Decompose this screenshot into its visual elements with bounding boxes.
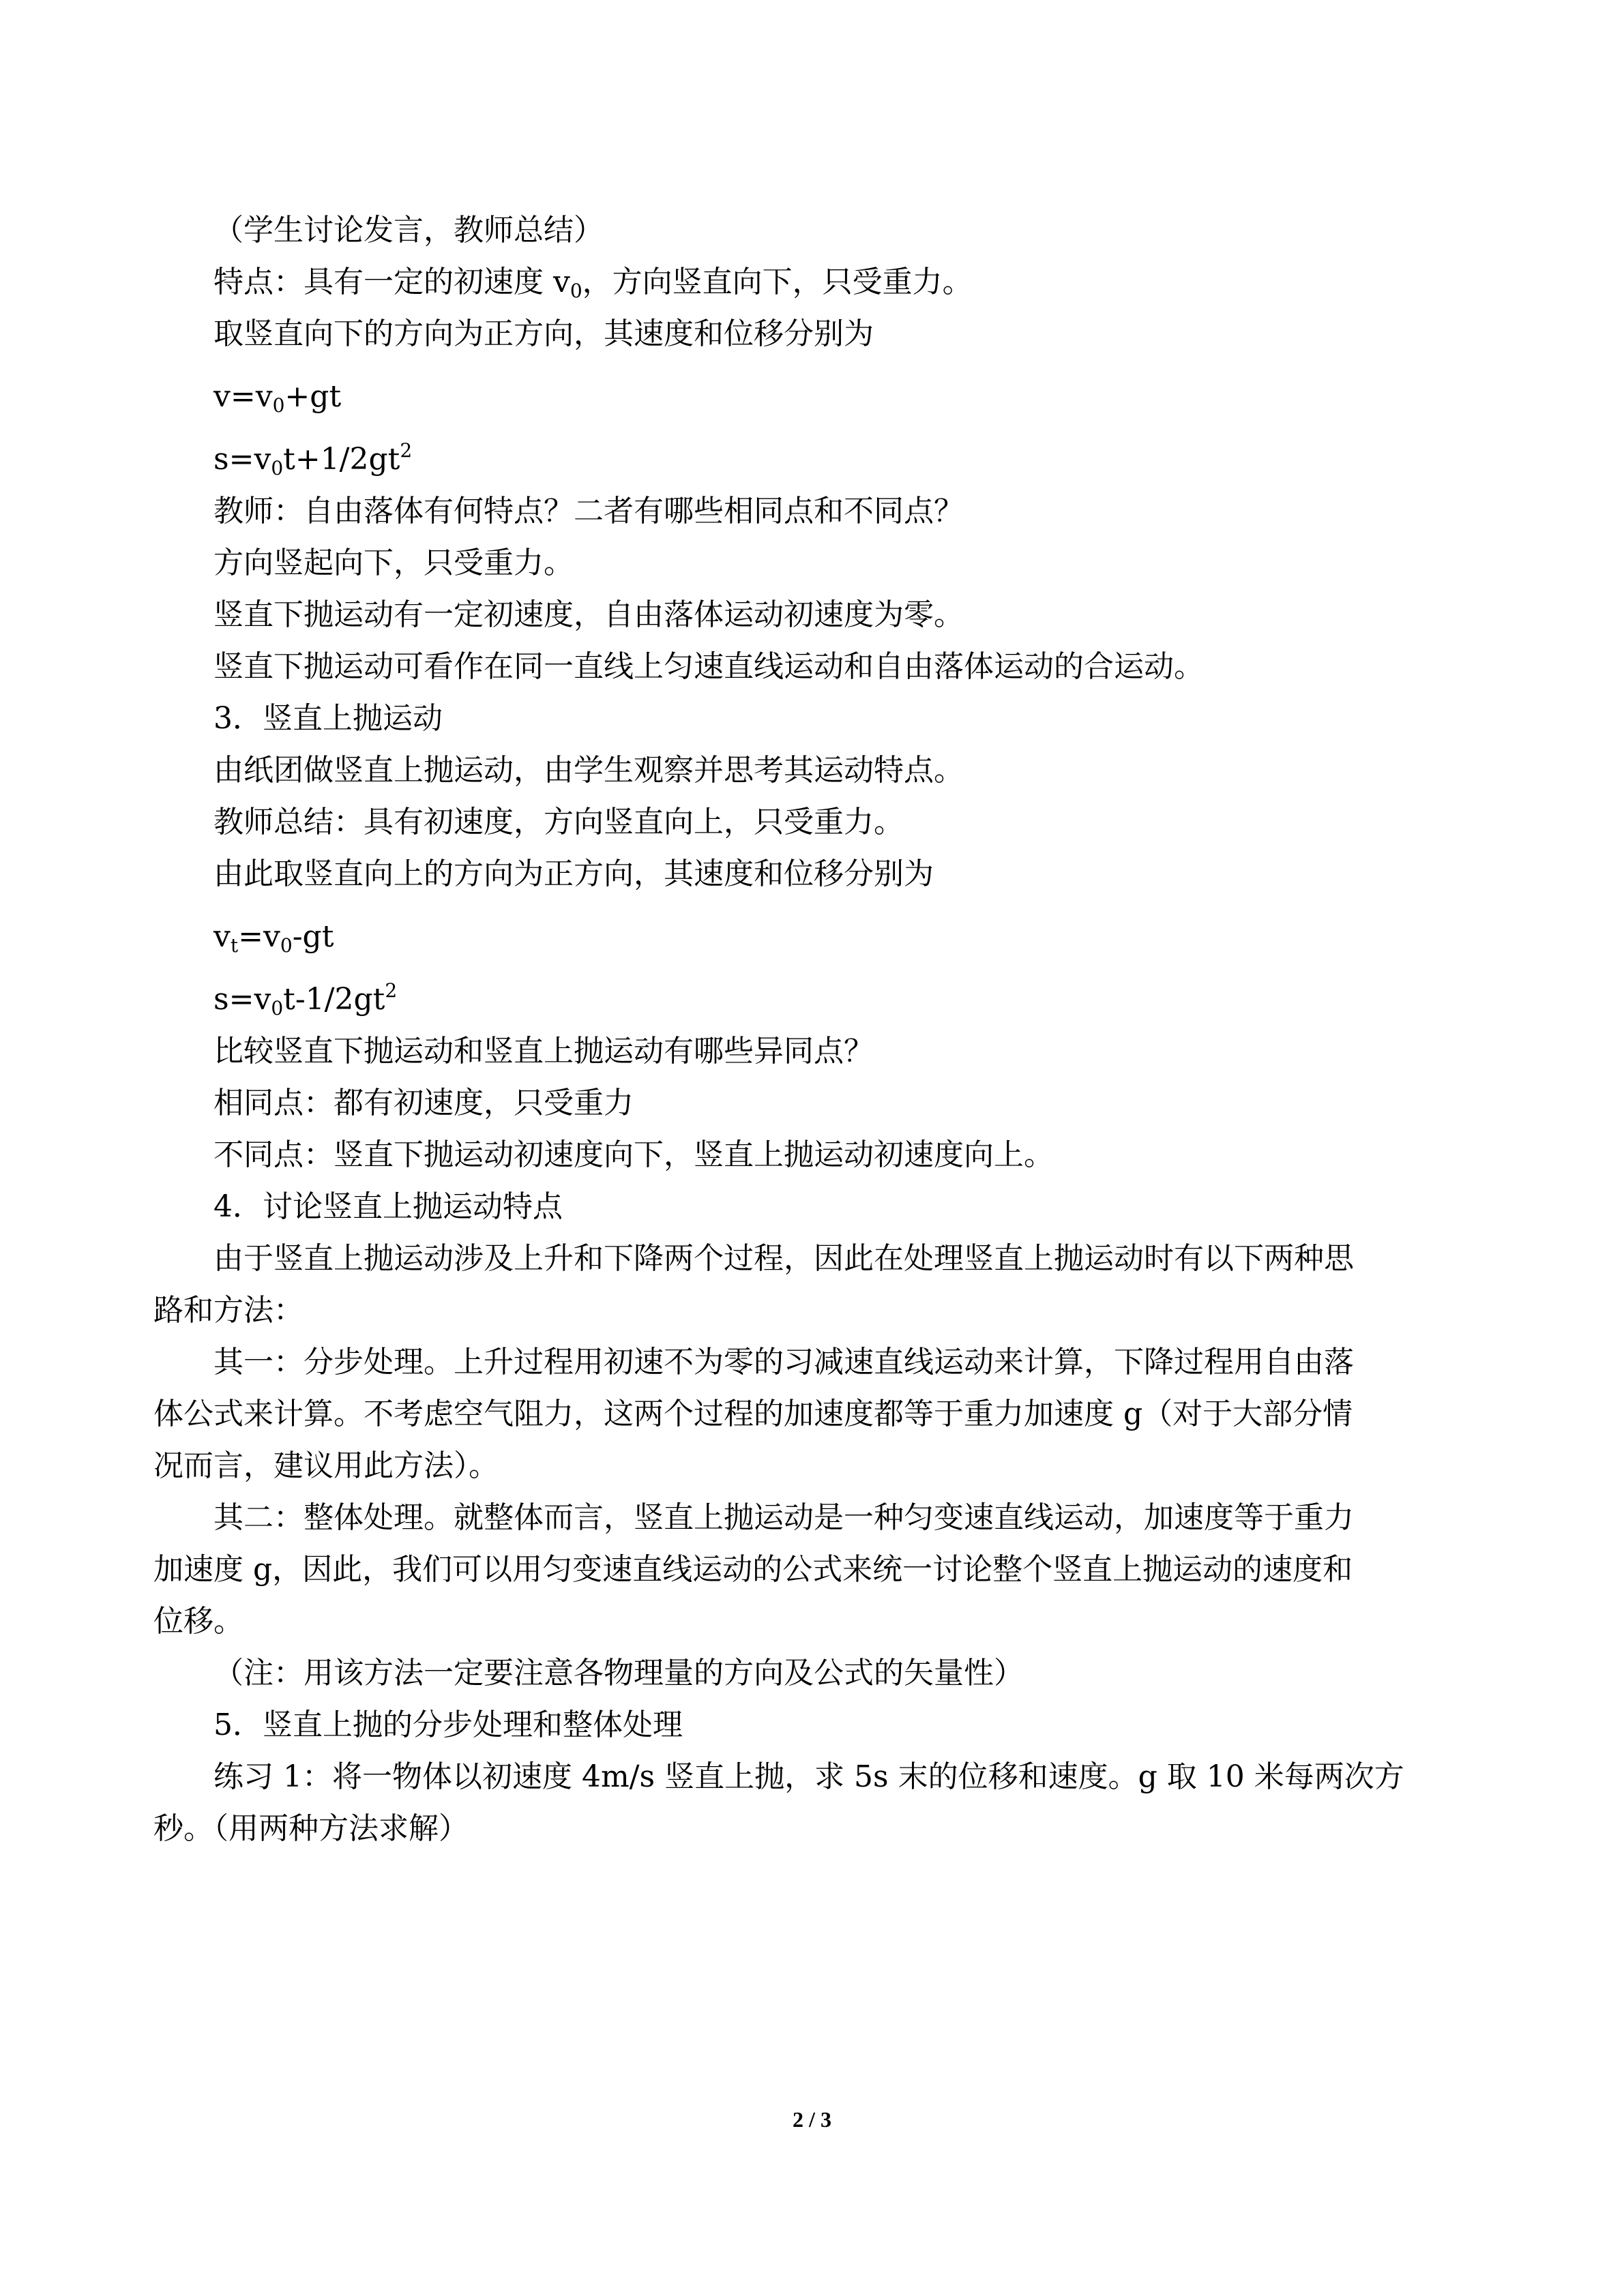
text-line: 竖直下抛运动可看作在同一直线上匀速直线运动和自由落体运动的合运动。: [213, 649, 1204, 684]
formula-line: $s=v_0t+1/2gt^2$: [213, 439, 413, 479]
text-line-continuation: 路和方法：: [153, 1293, 304, 1328]
text-line-continuation: 加速度 g，因此，我们可以用匀变速直线运动的公式来统一讨论整个竖直上抛运动的速度和: [153, 1552, 1353, 1587]
text-line-continuation: 况而言，建议用此方法）。: [153, 1448, 499, 1483]
page-number: 2 / 3: [793, 2107, 831, 2132]
text-line: 由于竖直上抛运动涉及上升和下降两个过程，因此在处理竖直上抛运动时有以下两种思: [213, 1241, 1354, 1276]
document-body: [153, 205, 1468, 1855]
text-line: 相同点：都有初速度，只受重力: [213, 1086, 634, 1120]
text-line: 不同点：竖直下抛运动初速度向下，竖直上抛运动初速度向上。: [213, 1137, 1054, 1172]
text-line-continuation: 秒。（用两种方法求解）: [153, 1811, 469, 1846]
formula-line: $v_t=v_0-gt$: [213, 919, 334, 957]
text-line-continuation: 位移。: [153, 1604, 243, 1639]
text-line: 教师总结：具有初速度，方向竖直向上，只受重力。: [213, 805, 904, 839]
text-line: 方向竖起向下，只受重力。: [213, 546, 574, 580]
text-line: 比较竖直下抛运动和竖直上抛运动有哪些异同点？: [213, 1034, 874, 1069]
text-line: 由此取竖直向上的方向为正方向，其速度和位移分别为: [213, 856, 934, 891]
text-line-continuation: 体公式来计算。不考虑空气阻力，这两个过程的加速度都等于重力加速度 g（对于大部分情: [153, 1397, 1353, 1431]
formula-line: $v=v_0+gt$: [213, 379, 342, 417]
text-line: 教师：自由落体有何特点？二者有哪些相同点和不同点？: [213, 494, 964, 528]
text-line: 其一：分步处理。上升过程用初速不为零的习减速直线运动来计算，下降过程用自由落: [213, 1345, 1354, 1380]
text-line: 由纸团做竖直上抛运动，由学生观察并思考其运动特点。: [213, 753, 964, 788]
text-line: 特点：具有一定的初速度 $v_0$，方向竖直向下，只受重力。: [213, 265, 973, 302]
section-heading: 5．竖直上抛的分步处理和整体处理: [213, 1708, 683, 1742]
formula-line: $s=v_0t-1/2gt^2$: [213, 979, 398, 1019]
section-heading: 3．竖直上抛运动: [213, 701, 443, 736]
text-line: 竖直下抛运动有一定初速度，自由落体运动初速度为零。: [213, 597, 964, 632]
text-line: （学生讨论发言，教师总结）: [213, 213, 604, 248]
text-line: 练习 1：将一物体以初速度 4m/s 竖直上抛，求 5s 末的位移和速度。g 取 10 米每两次方: [213, 1759, 1404, 1794]
text-line: 其二：整体处理。就整体而言，竖直上抛运动是一种匀变速直线运动，加速度等于重力: [213, 1500, 1354, 1535]
section-heading: 4．讨论竖直上抛运动特点: [213, 1189, 563, 1224]
note-line: （注：用该方法一定要注意各物理量的方向及公式的矢量性）: [213, 1656, 1024, 1690]
text-line: 取竖直向下的方向为正方向，其速度和位移分别为: [213, 316, 874, 351]
